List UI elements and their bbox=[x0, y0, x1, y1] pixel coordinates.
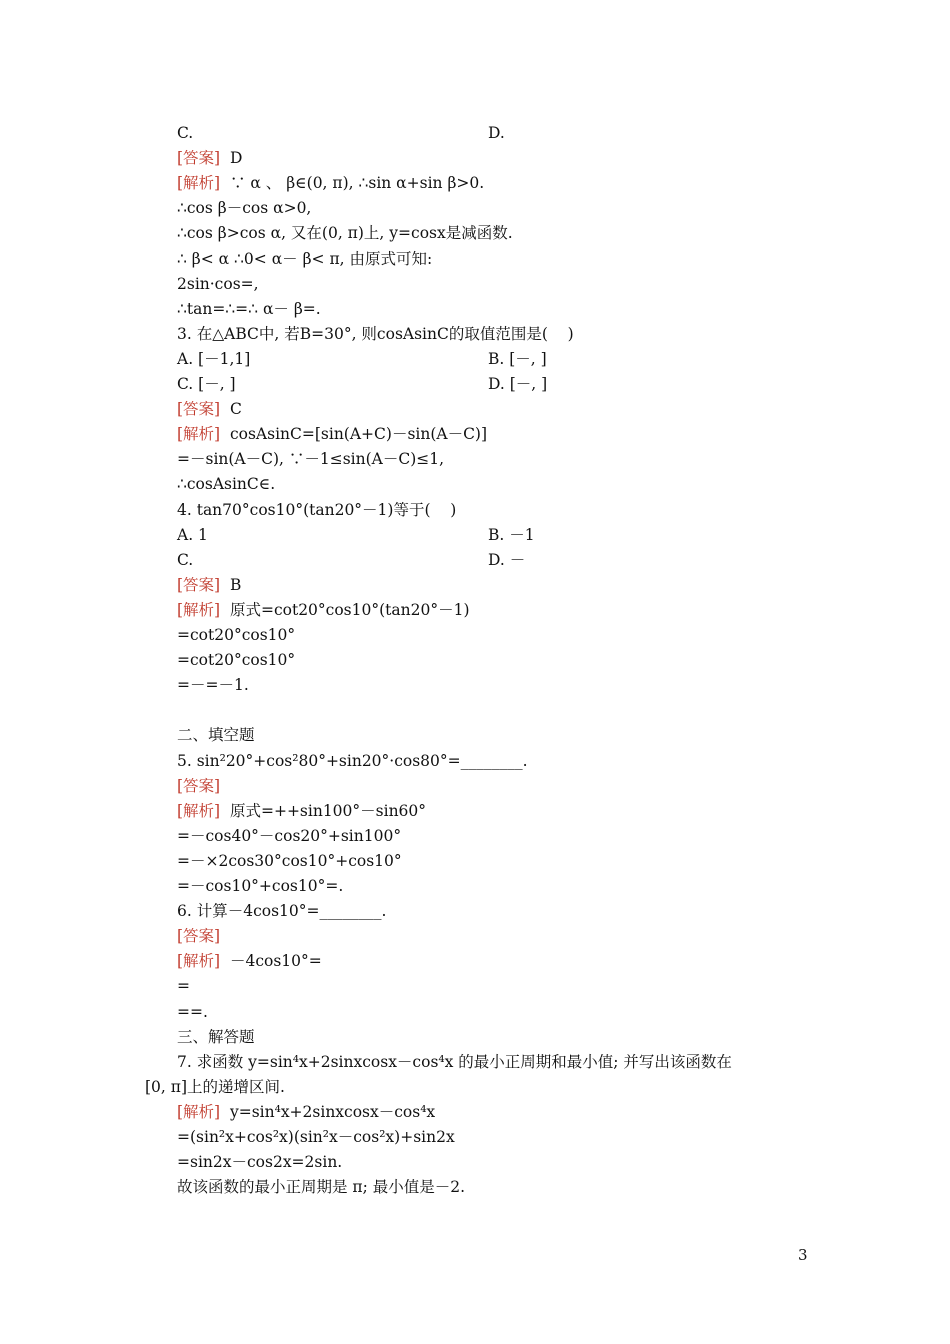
section-tag: [解析] bbox=[177, 801, 221, 820]
page-number: 3 bbox=[798, 1246, 808, 1264]
line-text: =－sin(A－C), ∵－1≤sin(A－C)≤1, bbox=[177, 450, 445, 469]
line-text: [0, π]上的递增区间. bbox=[145, 1077, 285, 1096]
section-tag: [解析] bbox=[177, 600, 221, 619]
text-line bbox=[177, 575, 241, 595]
text-line bbox=[177, 876, 343, 896]
line-text: 三、解答题 bbox=[177, 1027, 255, 1046]
section-tag: [解析] bbox=[177, 1102, 221, 1121]
option-right: D. － bbox=[488, 550, 526, 569]
option-left: C. bbox=[177, 124, 194, 142]
line-text: =－=－1. bbox=[177, 676, 249, 695]
line-text: 原式=++sin100°－sin60° bbox=[220, 801, 427, 820]
line-text: 5. sin²20°+cos²80°+sin20°·cos80°=________. bbox=[177, 751, 528, 770]
line-text: －4cos10°= bbox=[220, 952, 322, 971]
line-text: =－×2cos30°cos10°+cos10° bbox=[177, 851, 402, 870]
option-left: A. [－1,1] bbox=[177, 349, 251, 368]
line-text: ∴tan=∴=∴ α－ β=. bbox=[177, 299, 321, 318]
text-line bbox=[177, 725, 255, 745]
line-text: cosAsinC=[sin(A+C)－sin(A－C)] bbox=[220, 425, 488, 444]
option-right: B. [－, ] bbox=[488, 349, 547, 368]
text-line bbox=[177, 148, 242, 168]
text-line bbox=[177, 1102, 435, 1122]
line-text: 3. 在△ABC中, 若B=30°, 则cosAsinC的取值范围是( ) bbox=[177, 324, 574, 343]
text-line bbox=[177, 1052, 732, 1072]
text-line bbox=[177, 675, 249, 695]
line-text: =－cos10°+cos10°=. bbox=[177, 877, 344, 895]
section-tag: [答案] bbox=[177, 400, 221, 419]
text-line bbox=[177, 474, 275, 494]
line-text: ∴cos β－cos α>0, bbox=[177, 199, 312, 218]
line-text: ==. bbox=[177, 1002, 208, 1021]
line-text: 6. 计算－4cos10°=________. bbox=[177, 902, 387, 921]
option-right: D. bbox=[488, 124, 505, 142]
line-text: 原式=cot20°cos10°(tan20°－1) bbox=[220, 600, 470, 619]
text-line bbox=[177, 951, 322, 971]
text-line bbox=[177, 1027, 255, 1047]
line-text: =sin2x－cos2x=2sin. bbox=[177, 1153, 343, 1172]
section-tag: [解析] bbox=[177, 952, 221, 971]
section-tag: [答案] bbox=[177, 776, 221, 795]
text-line bbox=[177, 600, 470, 620]
text-line bbox=[177, 223, 513, 243]
text-line bbox=[177, 901, 386, 921]
line-text: 4. tan70°cos10°(tan20°－1)等于( ) bbox=[177, 500, 457, 519]
text-line bbox=[145, 1077, 285, 1097]
line-text: C bbox=[220, 400, 242, 419]
option-left: C. bbox=[177, 550, 194, 569]
text-line bbox=[177, 299, 321, 319]
text-line bbox=[177, 625, 295, 645]
text-line bbox=[177, 173, 484, 193]
line-text: 二、填空题 bbox=[177, 726, 255, 745]
line-text: = bbox=[177, 977, 190, 996]
text-line bbox=[177, 776, 220, 796]
line-text: B bbox=[220, 575, 242, 594]
option-right: B. －1 bbox=[488, 525, 535, 544]
section-tag: [答案] bbox=[177, 149, 221, 168]
text-line bbox=[177, 424, 487, 444]
line-text: 7. 求函数 y=sin⁴x+2sinxcosx－cos⁴x 的最小正周期和最小值; 并写出该函数在 bbox=[177, 1052, 732, 1071]
line-text: =－cos40°－cos20°+sin100° bbox=[177, 826, 402, 845]
line-text: 2sin·cos=, bbox=[177, 274, 259, 293]
text-line bbox=[177, 826, 401, 846]
line-text: =cot20°cos10° bbox=[177, 651, 296, 670]
text-line bbox=[177, 249, 432, 269]
text-line bbox=[177, 500, 456, 520]
text-line bbox=[177, 976, 190, 996]
text-line bbox=[177, 274, 259, 294]
option-left: C. [－, ] bbox=[177, 375, 236, 393]
text-line bbox=[177, 198, 311, 218]
text-line bbox=[177, 650, 295, 670]
text-line bbox=[177, 801, 426, 821]
text-line bbox=[177, 751, 528, 771]
option-left: A. 1 bbox=[177, 525, 208, 544]
text-line bbox=[177, 926, 220, 946]
line-text: ∵ α 、 β∈(0, π), ∴sin α+sin β>0. bbox=[220, 174, 485, 193]
text-line bbox=[177, 1127, 455, 1147]
text-line bbox=[177, 324, 574, 344]
option-right: D. [－, ] bbox=[488, 375, 548, 393]
line-text: ∴ β< α ∴0< α－ β< π, 由原式可知: bbox=[177, 249, 433, 268]
section-tag: [答案] bbox=[177, 575, 221, 594]
text-line bbox=[177, 851, 402, 871]
text-line bbox=[177, 1177, 465, 1197]
line-text: ∴cos β>cos α, 又在(0, π)上, y=cosx是减函数. bbox=[177, 224, 513, 243]
text-line bbox=[177, 1002, 208, 1022]
line-text: ∴cosAsinC∈. bbox=[177, 475, 276, 494]
line-text: =cot20°cos10° bbox=[177, 626, 296, 644]
text-line bbox=[177, 399, 242, 419]
line-text: D bbox=[220, 149, 243, 168]
section-tag: [解析] bbox=[177, 174, 221, 193]
text-line bbox=[177, 449, 444, 469]
section-tag: [答案] bbox=[177, 927, 221, 946]
line-text: =(sin²x+cos²x)(sin²x－cos²x)+sin2x bbox=[177, 1128, 455, 1146]
line-text: y=sin⁴x+2sinxcosx－cos⁴x bbox=[220, 1102, 436, 1121]
text-line bbox=[177, 1152, 342, 1172]
line-text: 故该函数的最小正周期是 π; 最小值是－2. bbox=[177, 1178, 466, 1197]
section-tag: [解析] bbox=[177, 425, 221, 444]
